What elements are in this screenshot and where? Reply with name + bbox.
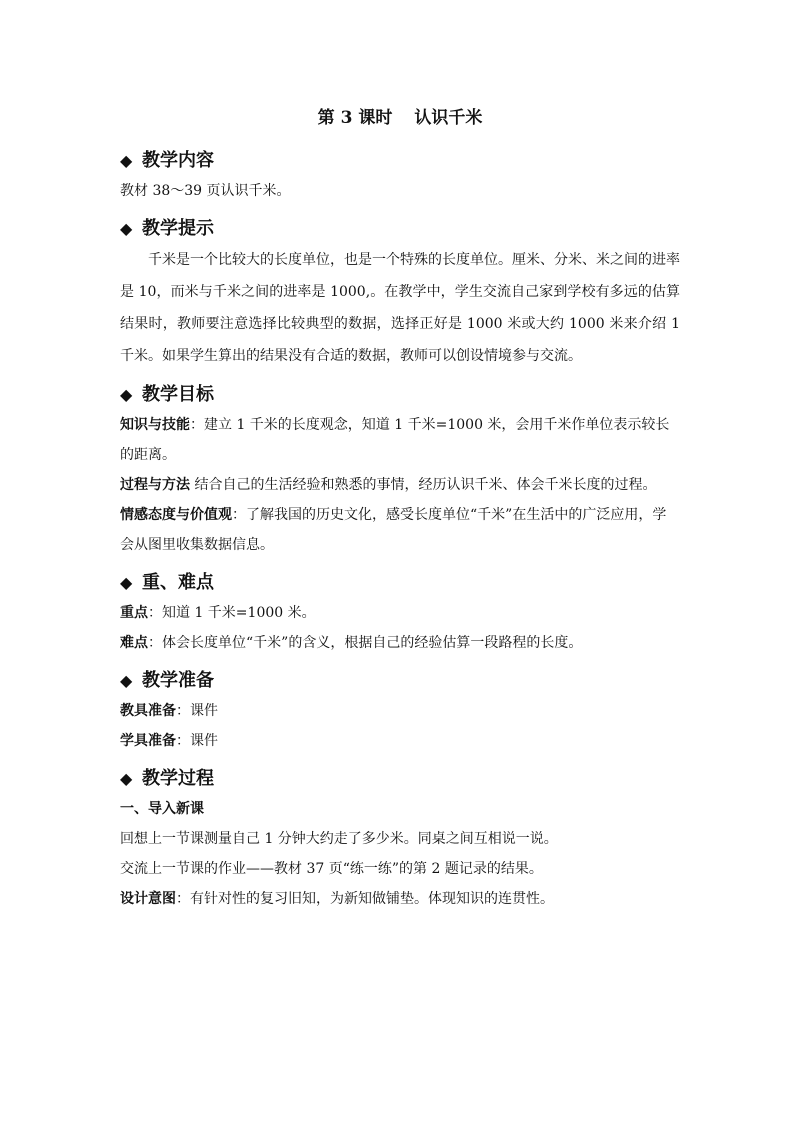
process-line: 回想上一节课测量自己 1 分钟大约走了多少米。同桌之间互相说一说。 — [120, 831, 558, 847]
section-heading-key-points: ◆ 重、难点 — [120, 568, 680, 598]
diamond-bullet-icon: ◆ — [120, 385, 133, 404]
content-text: 教材 38～39 页认识千米。 — [120, 183, 291, 199]
diamond-bullet-icon: ◆ — [120, 151, 133, 170]
goal-knowledge: 知识与技能：建立 1 千米的长度观念，知道 1 千米=1000 米，会用千米作单位表示较长的距离。 — [120, 417, 670, 463]
document-content — [120, 104, 680, 914]
section-heading-process: ◆ 教学过程 — [120, 764, 680, 794]
lesson-topic: 认识千米 — [414, 108, 483, 128]
section-heading-goals: ◆ 教学目标 — [120, 380, 680, 410]
key-point: 重点：知道 1 千米=1000 米。 — [120, 605, 316, 621]
section-heading-prep: ◆ 教学准备 — [120, 666, 680, 696]
diamond-bullet-icon: ◆ — [120, 573, 133, 592]
process-sub-heading: 一、导入新课 — [120, 801, 204, 817]
lesson-number: 第 3 课时 — [317, 108, 393, 128]
tips-paragraph: 千米是一个比较大的长度单位，也是一个特殊的长度单位。厘米、分米、米之间的进率是 10，而米与千米之间的进率是 1000,。在教学中，学生交流自己家到学校有多远的估算结果时，教师要注意选择比较典型的数据，选择正好是 1000 米或大约 1000 米来介绍 1 千米。如果学生算出的结果没有合适的数据，教师可以创设情境参与交流。 — [120, 252, 680, 364]
lesson-title — [120, 104, 680, 132]
section-heading-tips: ◆ 教学提示 — [120, 214, 680, 244]
goal-attitude: 情感态度与价值观：了解我国的历史文化，感受长度单位“千米”在生活中的广泛应用，学会从图里收集数据信息。 — [120, 507, 667, 553]
student-prep: 学具准备：课件 — [120, 733, 218, 749]
teacher-prep: 教具准备：课件 — [120, 703, 218, 719]
goal-process: 过程与方法 结合自己的生活经验和熟悉的事情，经历认识千米、体会千米长度的过程。 — [120, 477, 657, 493]
process-line: 交流上一节课的作业——教材 37 页“练一练”的第 2 题记录的结果。 — [120, 861, 543, 877]
design-intent: 设计意图：有针对性的复习旧知，为新知做铺垫。体现知识的连贯性。 — [120, 891, 554, 907]
difficult-point: 难点：体会长度单位“千米”的含义，根据自己的经验估算一段路程的长度。 — [120, 635, 583, 651]
diamond-bullet-icon: ◆ — [120, 219, 133, 238]
diamond-bullet-icon: ◆ — [120, 671, 133, 690]
diamond-bullet-icon: ◆ — [120, 769, 133, 788]
section-heading-content: ◆ 教学内容 — [120, 146, 680, 176]
